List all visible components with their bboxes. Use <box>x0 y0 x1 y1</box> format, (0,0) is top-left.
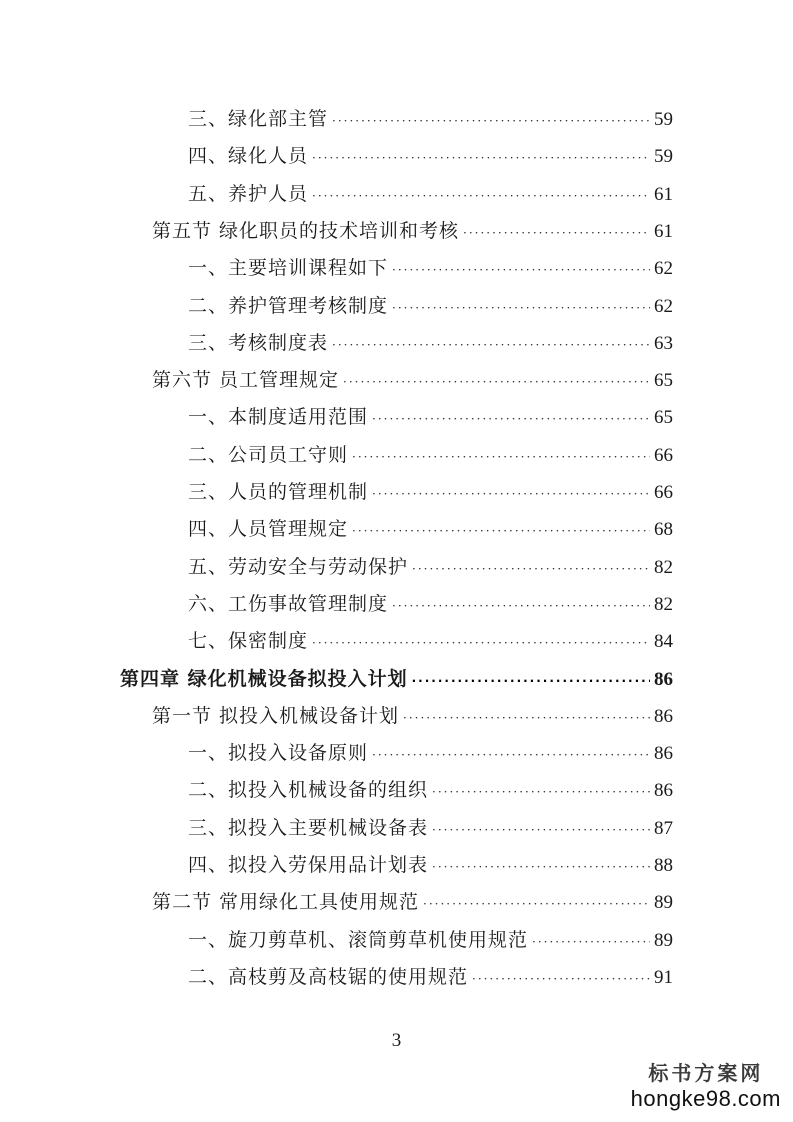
toc-entry-page: 68 <box>654 519 673 541</box>
toc-entry-title: 四、人员管理规定 <box>188 518 349 541</box>
toc-entry-title: 一、拟投入设备原则 <box>188 742 369 765</box>
toc-dot-leader <box>372 740 650 770</box>
toc-dot-leader <box>332 106 650 136</box>
toc-entry-page: 84 <box>654 631 673 653</box>
toc-entry-title: 四、拟投入劳保用品计划表 <box>188 854 429 876</box>
toc-entry-title: 四、绿化人员 <box>188 145 309 168</box>
toc-entry[interactable] <box>120 664 673 694</box>
toc-entry-page: 66 <box>654 482 673 503</box>
watermark <box>631 1057 781 1112</box>
page-number: 3 <box>391 1030 402 1051</box>
toc-entry-page: 91 <box>654 966 673 988</box>
toc-entry[interactable] <box>188 626 673 656</box>
toc-entry-title: 三、绿化部主管 <box>188 108 329 130</box>
toc-dot-leader <box>332 330 650 360</box>
toc-entry[interactable] <box>152 887 673 917</box>
toc-dot-leader <box>312 143 650 173</box>
toc-entry[interactable] <box>188 402 673 432</box>
toc-dot-leader <box>352 516 650 546</box>
toc-entry-title: 一、旋刀剪草机、滚筒剪草机使用规范 <box>188 928 529 951</box>
toc-entry[interactable] <box>188 775 673 805</box>
toc-dot-leader <box>343 367 650 397</box>
toc-entry-page: 63 <box>654 332 673 354</box>
toc-entry[interactable] <box>188 552 673 582</box>
toc-entry-title: 五、养护人员 <box>188 182 309 205</box>
toc-entry-page: 89 <box>654 892 673 914</box>
toc-dot-leader <box>352 442 650 472</box>
toc-dot-leader <box>412 554 650 584</box>
toc-entry[interactable] <box>188 440 673 470</box>
toc-entry[interactable] <box>188 291 673 321</box>
toc-entry[interactable] <box>188 328 673 358</box>
toc-dot-leader <box>463 218 650 248</box>
watermark-chinese-text: 标书方案网 <box>648 1061 764 1085</box>
toc-entry-title: 三、人员的管理机制 <box>188 481 369 503</box>
toc-entry[interactable] <box>188 589 673 619</box>
toc-entry-page: 89 <box>654 929 673 951</box>
toc-entry-page: 65 <box>654 407 673 429</box>
toc-entry-title: 第四章 绿化机械设备拟投入计划 <box>120 667 408 690</box>
toc-entry-page: 62 <box>654 258 673 280</box>
toc-entry-title: 二、养护管理考核制度 <box>188 294 389 317</box>
toc-entry[interactable] <box>188 141 673 171</box>
toc-entry-page: 86 <box>654 705 673 727</box>
toc-entry[interactable] <box>188 962 673 992</box>
toc-entry[interactable] <box>188 179 673 209</box>
toc-entry-page: 61 <box>654 220 673 242</box>
toc-dot-leader <box>412 666 650 696</box>
toc-entry-page: 62 <box>654 295 673 317</box>
toc-dot-leader <box>432 777 650 807</box>
toc-entry-page: 66 <box>654 444 673 466</box>
toc-dot-leader <box>392 591 650 621</box>
toc-entry[interactable] <box>188 813 673 843</box>
toc-entry-page: 59 <box>654 146 673 168</box>
toc-entry-title: 三、拟投入主要机械设备表 <box>188 816 429 839</box>
toc-entry-title: 第一节 拟投入机械设备计划 <box>152 704 400 727</box>
toc-dot-leader <box>312 181 650 211</box>
toc-entry[interactable] <box>188 477 673 507</box>
toc-entry[interactable] <box>188 514 673 544</box>
toc-entry-title: 一、主要培训课程如下 <box>188 257 389 280</box>
toc-dot-leader <box>532 927 650 957</box>
toc-entry[interactable] <box>152 365 673 395</box>
toc-entry-page: 88 <box>654 855 673 876</box>
toc-entry[interactable] <box>188 738 673 768</box>
toc-entry-title: 五、劳动安全与劳动保护 <box>188 555 409 578</box>
toc-entry-page: 86 <box>654 668 673 690</box>
toc-entry-page: 82 <box>654 556 673 578</box>
toc-entry-page: 59 <box>654 109 673 130</box>
toc-entry-page: 61 <box>654 183 673 205</box>
toc-dot-leader <box>403 703 650 733</box>
toc-dot-leader <box>392 293 650 323</box>
toc-entry-page: 87 <box>654 817 673 839</box>
toc-entry-title: 一、本制度适用范围 <box>188 406 369 429</box>
toc-entry-page: 82 <box>654 593 673 615</box>
toc-dot-leader <box>372 404 650 434</box>
toc-entry[interactable] <box>152 216 673 246</box>
toc-entry-title: 三、考核制度表 <box>188 331 329 354</box>
toc-entry-page: 65 <box>654 370 673 392</box>
toc-dot-leader <box>423 889 650 919</box>
toc-entry-page: 86 <box>654 743 673 765</box>
toc-entry-page: 86 <box>654 780 673 802</box>
toc-entry[interactable] <box>152 701 673 731</box>
toc-dot-leader <box>432 815 650 845</box>
toc-dot-leader <box>392 255 650 285</box>
toc-entry[interactable] <box>188 253 673 283</box>
toc-entry-title: 七、保密制度 <box>188 630 309 653</box>
toc-entry[interactable] <box>188 104 673 134</box>
toc-entry[interactable] <box>188 850 673 880</box>
toc-entry-title: 二、高枝剪及高枝锯的使用规范 <box>188 965 469 988</box>
toc-entry[interactable] <box>188 925 673 955</box>
toc-entry-title: 第六节 员工管理规定 <box>152 369 340 392</box>
toc-entry-title: 第二节 常用绿化工具使用规范 <box>152 891 420 914</box>
toc-dot-leader <box>472 964 650 994</box>
toc-entry-title: 二、公司员工守则 <box>188 443 349 466</box>
toc-entry-title: 二、拟投入机械设备的组织 <box>188 779 429 802</box>
toc-entry-title: 第五节 绿化职员的技术培训和考核 <box>152 219 460 242</box>
toc-dot-leader <box>372 479 650 509</box>
toc-entry-title: 六、工伤事故管理制度 <box>188 592 389 615</box>
watermark-url-text: hongke98.com <box>630 1086 781 1111</box>
toc-dot-leader <box>432 852 650 882</box>
toc-dot-leader <box>312 628 650 658</box>
